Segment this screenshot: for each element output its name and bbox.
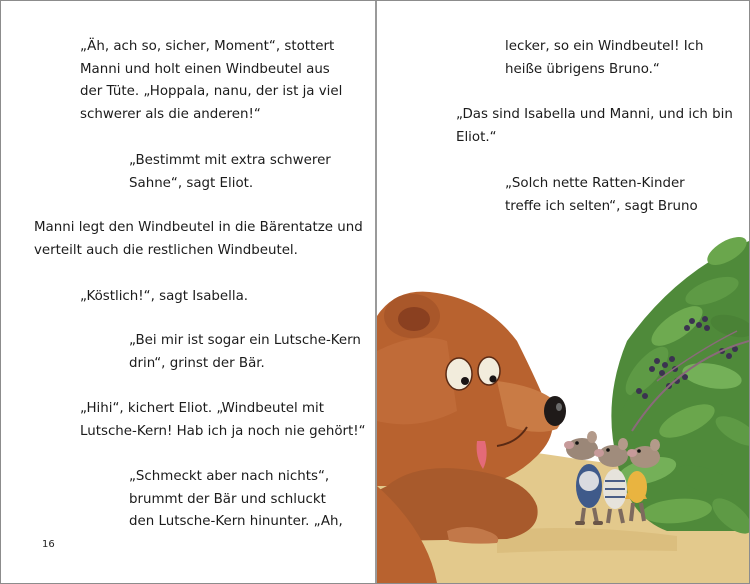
- right-page: [377, 1, 749, 583]
- paragraph-3: Manni legt den Windbeutel in die Bärentatze und verteilt auch die restlichen Windbeutel.: [34, 220, 363, 258]
- paragraph-9: „Das sind Isabella und Manni, und ich bin Eliot.“: [456, 107, 733, 145]
- paragraph-4: „Köstlich!“, sagt Isabella.: [80, 289, 249, 304]
- paragraph-8: lecker, so ein Windbeutel! Ich heiße übrigens Bruno.“: [505, 39, 704, 77]
- paragraph-5: „Bei mir ist sogar ein Lutsche-Kern drin“, grinst der Bär.: [129, 333, 361, 371]
- book-spread: [1, 1, 749, 583]
- left-page: [1, 1, 375, 583]
- bear-and-rats-illustration: [377, 231, 749, 583]
- paragraph-10: „Solch nette Ratten-Kinder treffe ich selten“, sagt Bruno: [505, 176, 698, 214]
- paragraph-1: „Äh, ach so, sicher, Moment“, stottert Manni und holt einen Windbeutel aus der Tüte. „Hoppala, nanu, der ist ja viel schwerer als die anderen!“: [80, 39, 343, 122]
- page-number: 16: [42, 539, 55, 550]
- paragraph-6: „Hihi“, kichert Eliot. „Windbeutel mit Lutsche-Kern! Hab ich ja noch nie gehört!“: [80, 401, 366, 439]
- paragraph-7: „Schmeckt aber nach nichts“, brummt der Bär und schluckt den Lutsche-Kern hinunter. „Ah,: [129, 469, 343, 529]
- paragraph-2: „Bestimmt mit extra schwerer Sahne“, sagt Eliot.: [129, 153, 331, 191]
